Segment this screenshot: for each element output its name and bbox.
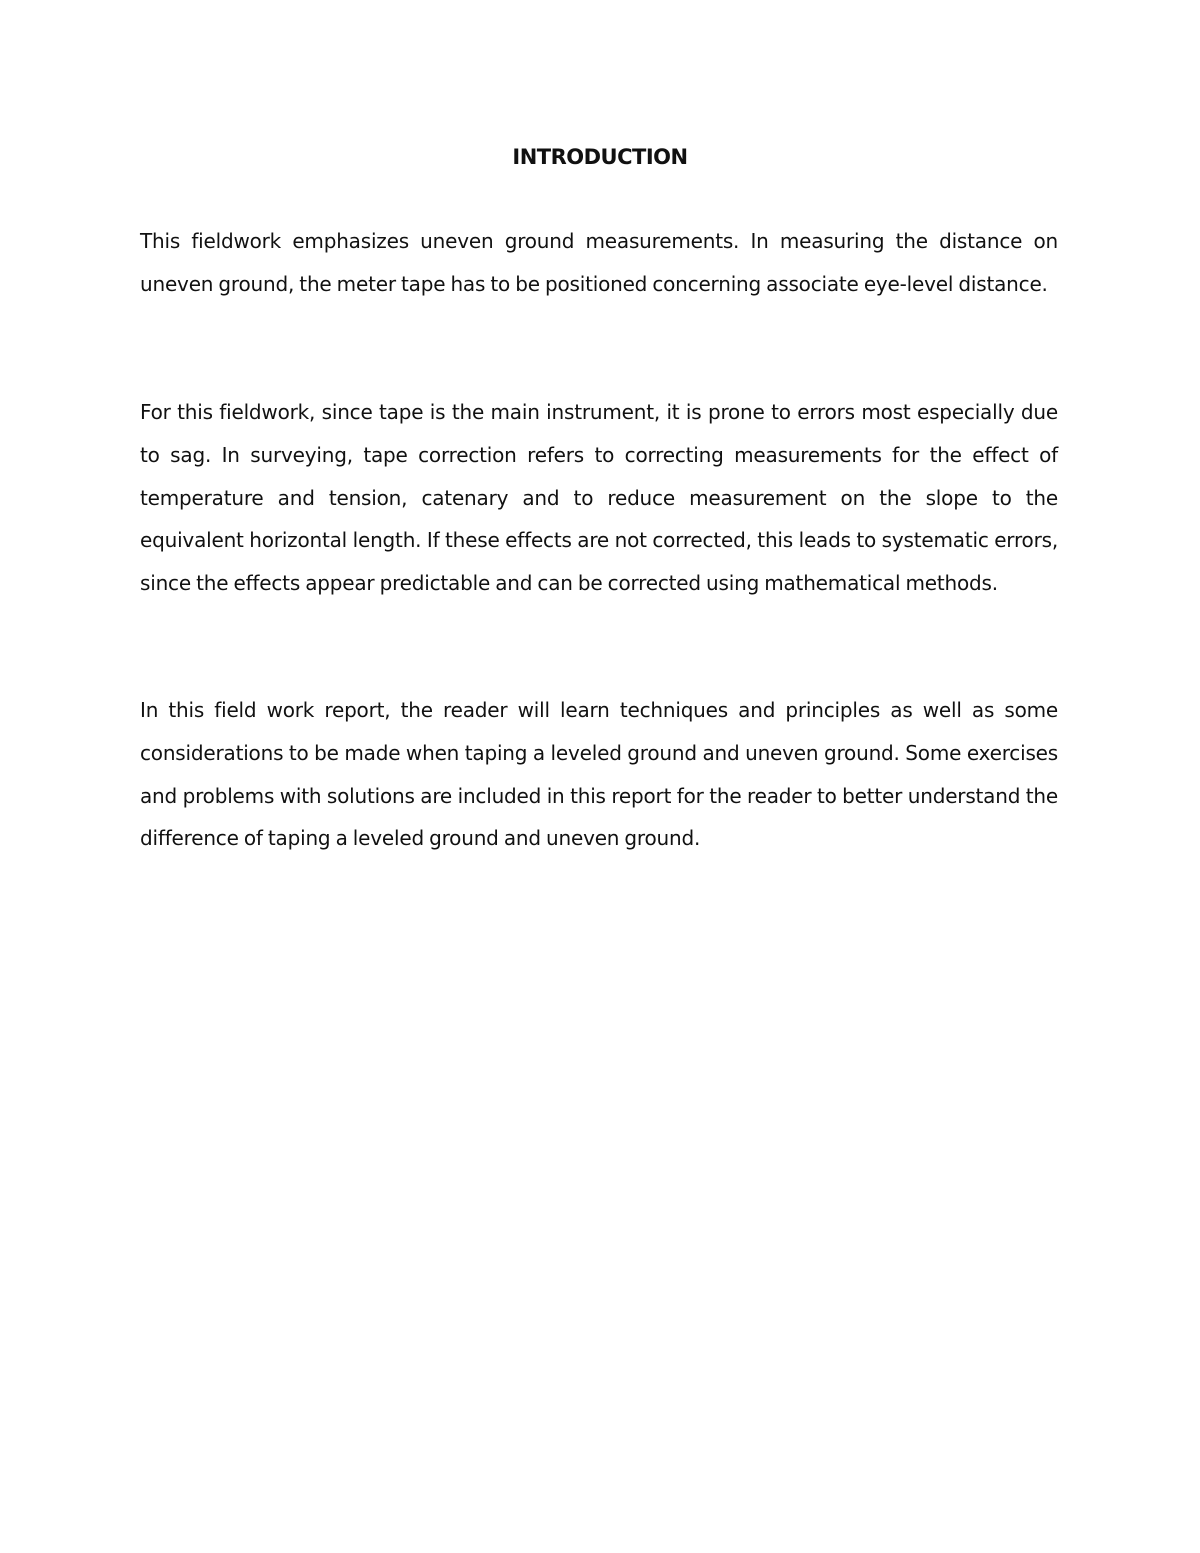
paragraph-1: This fieldwork emphasizes uneven ground measurements. In measuring the distance on uneven ground, the meter tape has to be positioned concerning associate eye-level distance.	[140, 229, 1058, 296]
paragraph-3: In this field work report, the reader will learn techniques and principles as well as some considerations to be made when taping a leveled ground and uneven ground. Some exercises and problems with solutions are included in this report for the reader to better understand the difference of taping a leveled ground and uneven ground.	[140, 698, 1058, 851]
page-title: INTRODUCTION	[512, 145, 688, 169]
paragraph-2: For this fieldwork, since tape is the main instrument, it is prone to errors most especially due to sag. In surveying, tape correction refers to correcting measurements for the effect of temperature and tension, catenary and to reduce measurement on the slope to the equivalent horizontal length. If these effects are not corrected, this leads to systematic errors, since the effects appear predictable and can be corrected using mathematical methods.	[140, 400, 1058, 596]
